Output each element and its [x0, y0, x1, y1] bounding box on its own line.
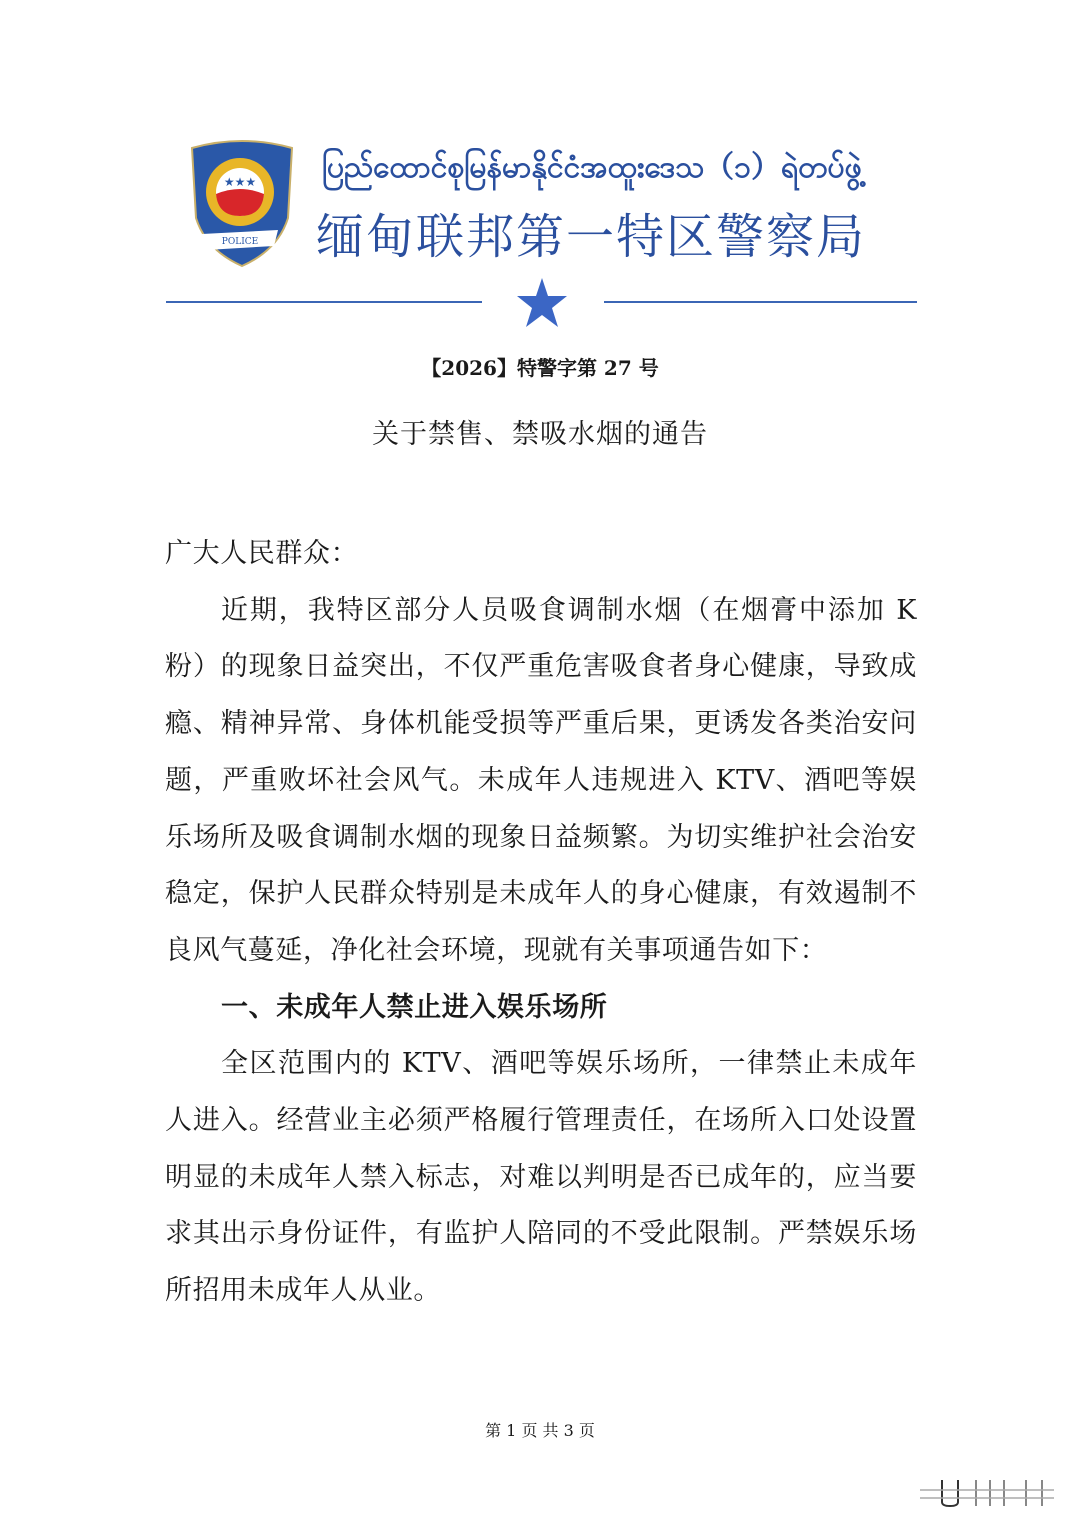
myanmar-agency-name: ပြည်ထောင်စုမြန်မာနိုင်ငံအထူးဒေသ（၁）ရဲတပ်ဖွဲ့ [322, 150, 862, 185]
divider-right [604, 301, 917, 303]
badge-text: POLICE [221, 237, 259, 247]
watermark-icon [920, 1470, 1060, 1510]
police-badge-logo [188, 138, 296, 268]
salutation: 广大人民群众： [165, 538, 359, 569]
document-body [165, 526, 917, 1320]
document-number: 【2026】特警字第 27 号 [421, 356, 659, 380]
intro-paragraph: 近期，我特区部分人员吸食调制水烟（在烟膏中添加 K 粉）的现象日益突出，不仅严重危害吸食者身心健康，导致成瘾、精神异常、身体机能受损等严重后果，更诱发各类治安问题，严重败坏社会风气。未成年人违规进入 KTV、酒吧等娱乐场所及吸食调制水烟的现象日益频繁。为切实维护社会治安稳定，保护人民群众特别是未成年人的身心健康，有效遏制不良风气蔓延，净化社会环境，现就有关事项通告如下： [165, 594, 917, 966]
section-heading: 一、未成年人禁止进入娱乐场所 [221, 991, 608, 1023]
section-paragraph: 全区范围内的 KTV、酒吧等娱乐场所，一律禁止未成年人进入。经营业主必须严格履行管理责任，在场所入口处设置明显的未成年人禁入标志，对难以判明是否已成年的，应当要求其出示身份证件，有监护人陪同的不受此限制。严禁娱乐场所招用未成年人从业。 [165, 1048, 917, 1307]
star-icon [515, 276, 569, 330]
page-footer: 第 1 页 共 3 页 [485, 1421, 595, 1440]
divider-left [166, 301, 482, 303]
svg-text:★★★: ★★★ [223, 175, 257, 189]
agency-name: 缅甸联邦第一特区警察局 [316, 209, 867, 265]
document-subject: 关于禁售、禁吸水烟的通告 [372, 419, 708, 450]
